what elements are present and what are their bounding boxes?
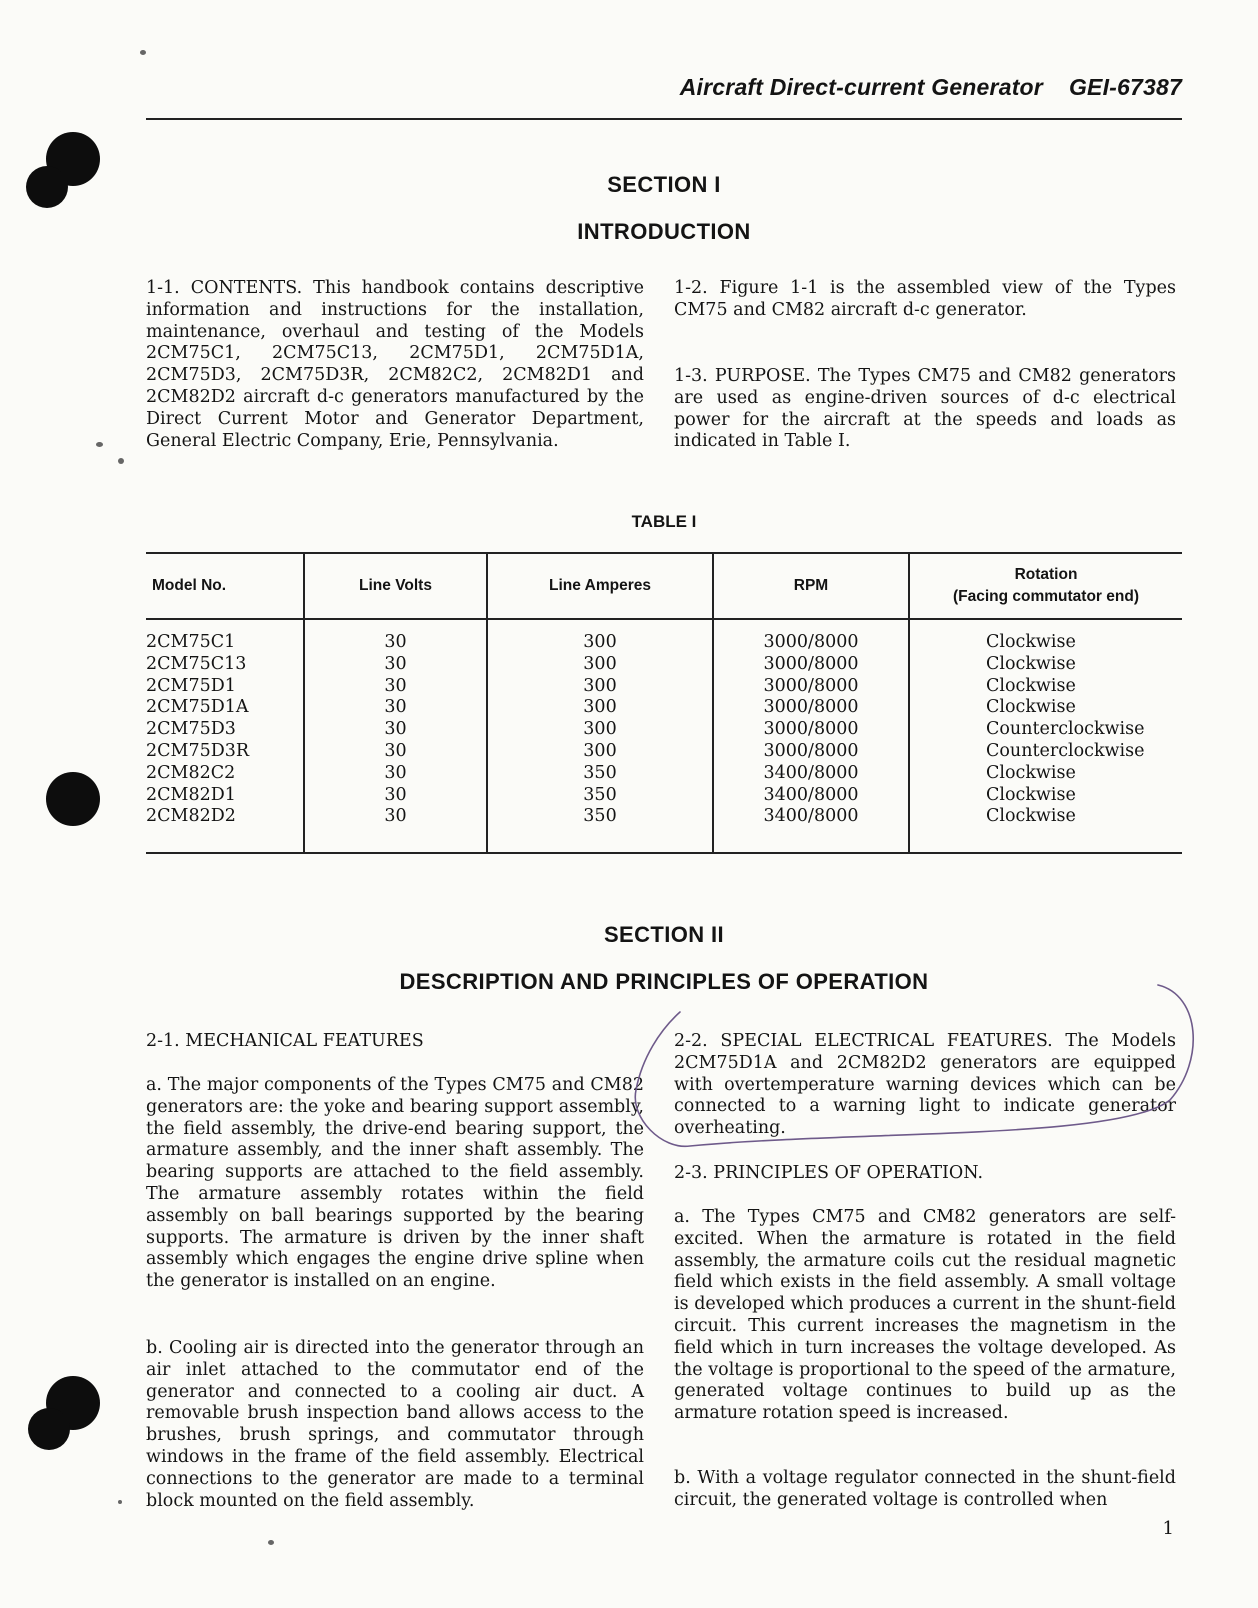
table-row (146, 654, 1182, 676)
cell-volts: 30 (304, 697, 487, 719)
section-2-number: SECTION II (603, 922, 725, 947)
cell-amps: 300 (487, 676, 713, 698)
scan-speck (140, 50, 146, 55)
header-model: Model No. (146, 553, 304, 619)
heading-2-1: 2-1. MECHANICAL FEATURES (146, 1031, 424, 1051)
table-header-row (146, 553, 1182, 619)
cell-rotation: Counterclockwise (986, 719, 1145, 740)
cell-model: 2CM75D1 (146, 676, 304, 698)
scan-speck (118, 1500, 122, 1504)
cell-rotation: Clockwise (986, 762, 1076, 783)
paragraph-2-2: 2-2. SPECIAL ELECTRICAL FEATURES. The Models 2CM75D1A and 2CM82D2 generators are equipped with overtemperature warning devices which can be connected to a warning light to indicate generator overheating. (674, 1031, 1176, 1139)
section-1-number: SECTION I (607, 172, 721, 197)
cell-rotation: Counterclockwise (986, 740, 1145, 761)
cell-rpm: 3000/8000 (713, 719, 909, 741)
cell-rpm: 3000/8000 (713, 654, 909, 676)
header-rotation-sub: (Facing commutator end) (952, 588, 1139, 605)
table-row (146, 806, 1182, 853)
cell-amps: 350 (487, 763, 713, 785)
header-rotation-label: Rotation (1014, 566, 1078, 583)
cell-model: 2CM82D2 (146, 806, 304, 853)
cell-model: 2CM75D3R (146, 741, 304, 763)
header-amps: Line Amperes (487, 553, 713, 619)
table-row (146, 763, 1182, 785)
punch-hole-top-lower (26, 166, 68, 208)
table-row (146, 697, 1182, 719)
cell-rpm: 3400/8000 (713, 806, 909, 853)
cell-volts: 30 (304, 763, 487, 785)
cell-model: 2CM82D1 (146, 785, 304, 807)
cell-volts: 30 (304, 785, 487, 807)
scan-speck (268, 1540, 274, 1545)
cell-amps: 300 (487, 654, 713, 676)
table-row (146, 719, 1182, 741)
cell-volts: 30 (304, 654, 487, 676)
cell-rpm: 3000/8000 (713, 697, 909, 719)
running-header (680, 74, 1182, 101)
header-rotation (909, 553, 1182, 619)
cell-model: 2CM75C1 (146, 619, 304, 654)
cell-rotation: Clockwise (986, 653, 1076, 674)
paragraph-2-3a: a. The Types CM75 and CM82 generators are self-excited. When the armature is rotated in the field assembly, the armature coils cut the residual magnetic field which exists in the field assembly. A small voltage is developed which produces a current in the shunt-field circuit. This current increases the magnetism in the field which in turn increases the voltage developed. As the voltage is proportional to the speed of the armature, generated voltage continues to build up as the armature rotation speed is increased. (674, 1207, 1176, 1424)
cell-rotation: Clockwise (986, 784, 1076, 805)
header-rpm: RPM (713, 553, 909, 619)
header-rule (146, 118, 1182, 120)
cell-rpm: 3000/8000 (713, 676, 909, 698)
paragraph-2-1b: b. Cooling air is directed into the generator through an air inlet attached to the commutator end of the generator and connected to a cooling air duct. A removable brush inspection band allows access to the brushes, brush springs, and commutator through windows in the frame of the field assembly. Electrical connections to the generator are made to a terminal block mounted on the field assembly. (146, 1338, 644, 1511)
header-volts: Line Volts (304, 553, 487, 619)
cell-model: 2CM82C2 (146, 763, 304, 785)
paragraph-2-1a: a. The major components of the Types CM75 and CM82 generators are: the yoke and bearing support assembly, the field assembly, the drive-end bearing support, the armature assembly, and the inner shaft assembly. The bearing supports are attached to the field assembly. The armature assembly rotates within the field assembly on ball bearings supported by the bearing supports. The armature is driven by the inner shaft assembly which engages the engine drive spline when the generator is installed on an engine. (146, 1075, 644, 1292)
cell-rotation: Clockwise (909, 806, 1182, 853)
cell-amps: 350 (487, 785, 713, 807)
page-number: 1 (1162, 1518, 1174, 1539)
header-doc-number: GEI-67387 (1068, 74, 1182, 100)
cell-amps: 350 (487, 806, 713, 853)
punch-hole-bottom-lower (28, 1408, 70, 1450)
punch-hole-middle (46, 772, 100, 826)
cell-rotation: Clockwise (986, 697, 1076, 718)
paragraph-2-3b: b. With a voltage regulator connected in the shunt-field circuit, the generated voltage is controlled when (674, 1468, 1176, 1510)
cell-volts: 30 (304, 676, 487, 698)
section-1-title: INTRODUCTION (577, 219, 751, 244)
cell-volts: 30 (304, 741, 487, 763)
cell-volts: 30 (304, 619, 487, 654)
table-row (146, 619, 1182, 654)
table-row (146, 785, 1182, 807)
cell-amps: 300 (487, 619, 713, 654)
cell-amps: 300 (487, 719, 713, 741)
section-2-title: DESCRIPTION AND PRINCIPLES OF OPERATION (399, 969, 929, 994)
table-row (146, 676, 1182, 698)
heading-2-3: 2-3. PRINCIPLES OF OPERATION. (674, 1163, 984, 1183)
cell-model: 2CM75C13 (146, 654, 304, 676)
cell-amps: 300 (487, 741, 713, 763)
paragraph-1-3: 1-3. PURPOSE. The Types CM75 and CM82 generators are used as engine-driven sources of d-c electrical power for the aircraft at the speeds and loads as indicated in Table I. (674, 366, 1176, 452)
table-title: TABLE I (631, 512, 697, 531)
scan-speck (96, 442, 103, 447)
cell-volts: 30 (304, 806, 487, 853)
table-row (146, 741, 1182, 763)
cell-rpm: 3400/8000 (713, 763, 909, 785)
cell-rpm: 3000/8000 (713, 619, 909, 654)
cell-rotation: Clockwise (986, 632, 1076, 652)
cell-rpm: 3400/8000 (713, 785, 909, 807)
paragraph-1-2: 1-2. Figure 1-1 is the assembled view of the Types CM75 and CM82 aircraft d-c generator. (674, 278, 1176, 320)
header-title: Aircraft Direct-current Generator (679, 74, 1043, 100)
paragraph-1-1: 1-1. CONTENTS. This handbook contains descriptive information and instructions for the installation, maintenance, overhaul and testing of the Models 2CM75C1, 2CM75C13, 2CM75D1, 2CM75D1A, 2CM75D3, 2CM75D3R, 2CM82C2, 2CM82D1 and 2CM82D2 aircraft d-c generators manufactured by the Direct Current Motor and Generator Department, General Electric Company, Erie, Pennsylvania. (146, 278, 644, 451)
cell-model: 2CM75D3 (146, 719, 304, 741)
cell-rotation: Clockwise (986, 675, 1076, 696)
cell-amps: 300 (487, 697, 713, 719)
scan-speck (118, 458, 124, 464)
cell-model: 2CM75D1A (146, 697, 304, 719)
cell-volts: 30 (304, 719, 487, 741)
generator-spec-table (146, 552, 1182, 854)
cell-rpm: 3000/8000 (713, 741, 909, 763)
